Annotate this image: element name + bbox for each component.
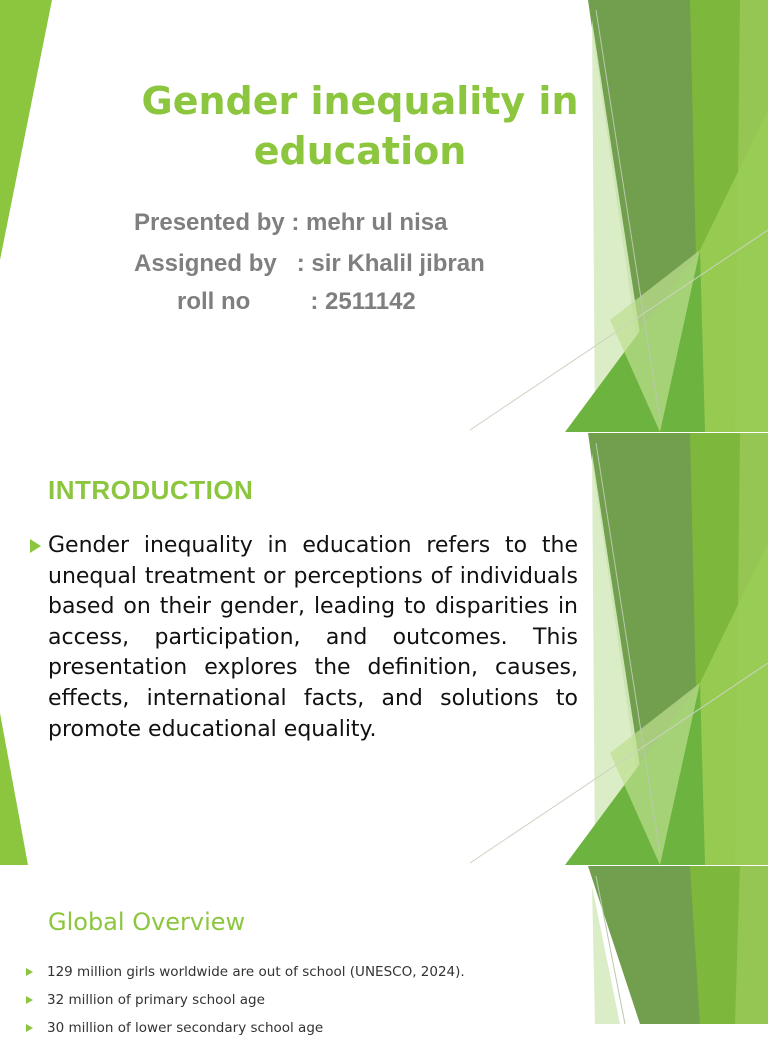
bullet-arrow-icon [26,968,33,976]
presented-by: Presented by : mehr ul nisa [134,209,448,236]
title-slide [0,0,768,432]
bullet-arrow-icon [26,1024,33,1032]
list-item: 32 million of primary school age [26,988,465,1016]
bullet-arrow-icon [30,539,41,553]
global-overview-slide [0,866,768,1036]
section-heading: INTRODUCTION [48,475,254,505]
assigned-by: Assigned by : sir Khalil jibran [134,250,485,277]
roll-no: roll no : 2511142 [177,288,416,315]
title-line-2: education [253,129,467,173]
bullet-arrow-icon [26,996,33,1004]
list-item: 30 million of lower secondary school age [26,1016,465,1044]
introduction-slide [0,433,768,865]
title-line-1: Gender inequality in [141,79,579,123]
slide-title [100,76,620,176]
section-heading: Global Overview [48,908,246,936]
intro-paragraph: Gender inequality in education refers to the unequal treatment or perceptions of individuals based on their gender, leading to disparities in access, participation, and outcomes. This presentation explores the definition, causes, effects, international facts, and solutions to promote educational equality. [48,533,578,742]
overview-bullet-list [26,960,465,1044]
list-item: 129 million girls worldwide are out of school (UNESCO, 2024). [26,960,465,988]
